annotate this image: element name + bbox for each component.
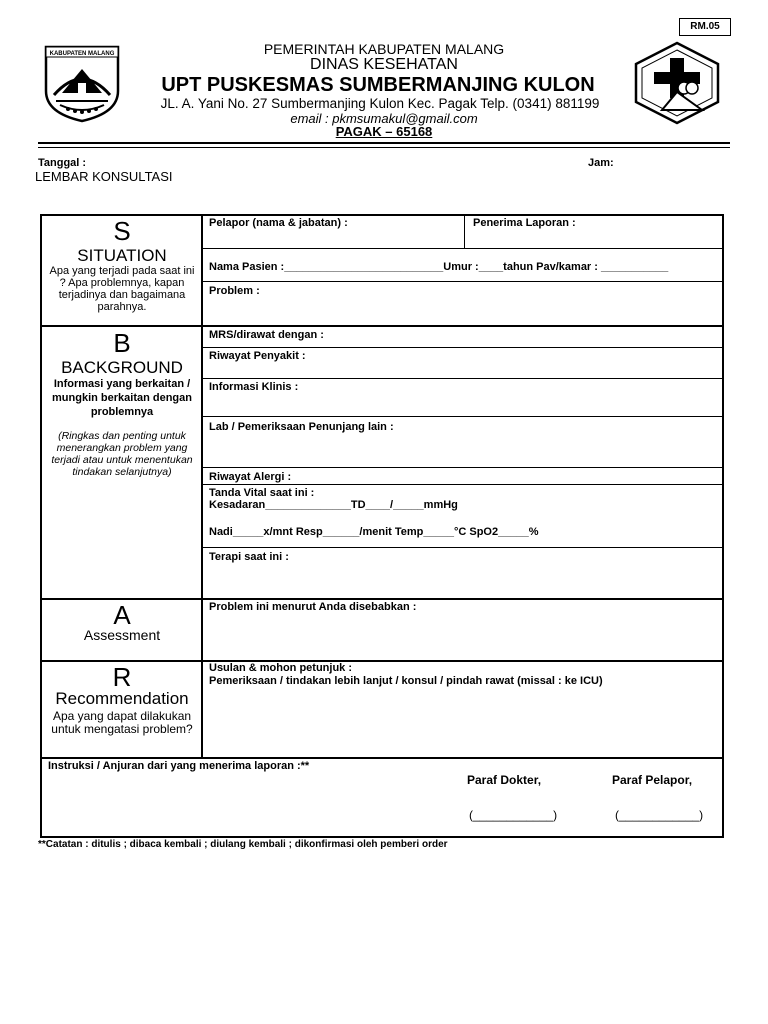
recommendation-title: Recommendation	[55, 689, 189, 708]
mrs-field[interactable]: MRS/dirawat dengan :	[209, 329, 324, 341]
form-title: LEMBAR KONSULTASI	[35, 169, 173, 184]
logo-left-text: KABUPATEN MALANG	[49, 51, 115, 57]
row-line	[202, 547, 724, 548]
nama-pasien-field[interactable]: Nama Pasien :__________________________Umur :____tahun Pav/kamar : ___________	[209, 261, 669, 273]
recommendation-letter: R	[112, 662, 132, 692]
paraf-dokter-label: Paraf Dokter,	[467, 773, 542, 787]
row-line	[202, 467, 724, 468]
background-description: Informasi yang berkaitan / mungkin berkaitan dengan problemnya	[52, 378, 192, 418]
sign-pelapor-field[interactable]: (____________)	[615, 808, 704, 822]
row-line	[202, 416, 724, 417]
section-divider-r-i	[41, 757, 724, 759]
tanggal-label: Tanggal :	[38, 157, 87, 169]
recommendation-description: Apa yang dapat dilakukan untuk mengatasi problem?	[51, 709, 193, 736]
assessment-title: Assessment	[83, 627, 161, 643]
terapi-field[interactable]: Terapi saat ini :	[209, 551, 289, 563]
instruksi-field[interactable]: Instruksi / Anjuran dari yang menerima laporan :**	[48, 760, 310, 772]
institution-name: UPT PUSKESMAS SUMBERMANJING KULON	[161, 74, 595, 96]
sign-dokter-field[interactable]: (____________)	[469, 808, 558, 822]
informasi-klinis-field[interactable]: Informasi Klinis :	[209, 381, 299, 393]
background-title: BACKGROUND	[61, 358, 183, 377]
pelapor-divider	[464, 215, 465, 248]
paraf-pelapor-label: Paraf Pelapor,	[612, 773, 693, 787]
nadi-field[interactable]: Nadi_____x/mnt Resp______/menit Temp_____°C SpO2_____%	[209, 526, 539, 538]
problem-field[interactable]: Problem :	[209, 285, 260, 297]
jam-label: Jam:	[588, 157, 614, 169]
header-rule-thick	[38, 142, 730, 144]
row-line	[202, 281, 724, 282]
assessment-letter: A	[113, 600, 131, 630]
pemeriksaan-field[interactable]: Pemeriksaan / tindakan lebih lanjut / konsul / pindah rawat (missal : ke ICU)	[209, 675, 603, 687]
lab-field[interactable]: Lab / Pemeriksaan Penunjang lain :	[209, 421, 394, 433]
section-divider-s-b	[41, 325, 724, 327]
row-line	[202, 484, 724, 485]
situation-description: Apa yang terjadi pada saat ini ? Apa problemnya, kapan terjadinya dan bagaimana parahnya.	[49, 265, 195, 313]
row-line	[202, 347, 724, 348]
government-name: PEMERINTAH KABUPATEN MALANG	[263, 41, 505, 57]
situation-title: SITUATION	[77, 246, 167, 265]
pelapor-field[interactable]: Pelapor (nama & jabatan) :	[209, 217, 348, 229]
row-line	[202, 378, 724, 379]
usulan-field[interactable]: Usulan & mohon petunjuk :	[209, 662, 352, 674]
institution-address: JL. A. Yani No. 27 Sumbermanjing Kulon Kec. Pagak Telp. (0341) 881199	[160, 96, 600, 111]
riwayat-penyakit-field[interactable]: Riwayat Penyakit :	[209, 350, 306, 362]
department-name: DINAS KESEHATAN	[310, 56, 458, 73]
kabupaten-malang-logo	[42, 43, 122, 123]
header-rule-thin	[38, 147, 730, 148]
institution-email: email : pkmsumakul@gmail.com	[290, 111, 478, 126]
assessment-problem-field[interactable]: Problem ini menurut Anda disebabkan :	[209, 601, 417, 613]
tanda-vital-label: Tanda Vital saat ini :	[209, 487, 315, 499]
kesadaran-field[interactable]: Kesadaran______________TD____/_____mmHg	[209, 499, 458, 511]
postal-code: PAGAK – 65168	[335, 124, 433, 139]
row-line	[202, 248, 724, 249]
footnote: **Catatan : ditulis ; dibaca kembali ; diulang kembali ; dikonfirmasi oleh pemberi order	[38, 839, 448, 850]
penerima-field[interactable]: Penerima Laporan :	[473, 217, 576, 229]
riwayat-alergi-field[interactable]: Riwayat Alergi :	[209, 471, 292, 483]
doc-code: RM.05	[679, 18, 731, 36]
puskesmas-logo	[632, 40, 722, 126]
situation-letter: S	[113, 216, 131, 246]
background-description-italic: (Ringkas dan penting untuk menerangkan problem yang terjadi atau untuk menentukan tindakan selanjutnya)	[51, 430, 193, 478]
background-letter: B	[113, 328, 131, 358]
